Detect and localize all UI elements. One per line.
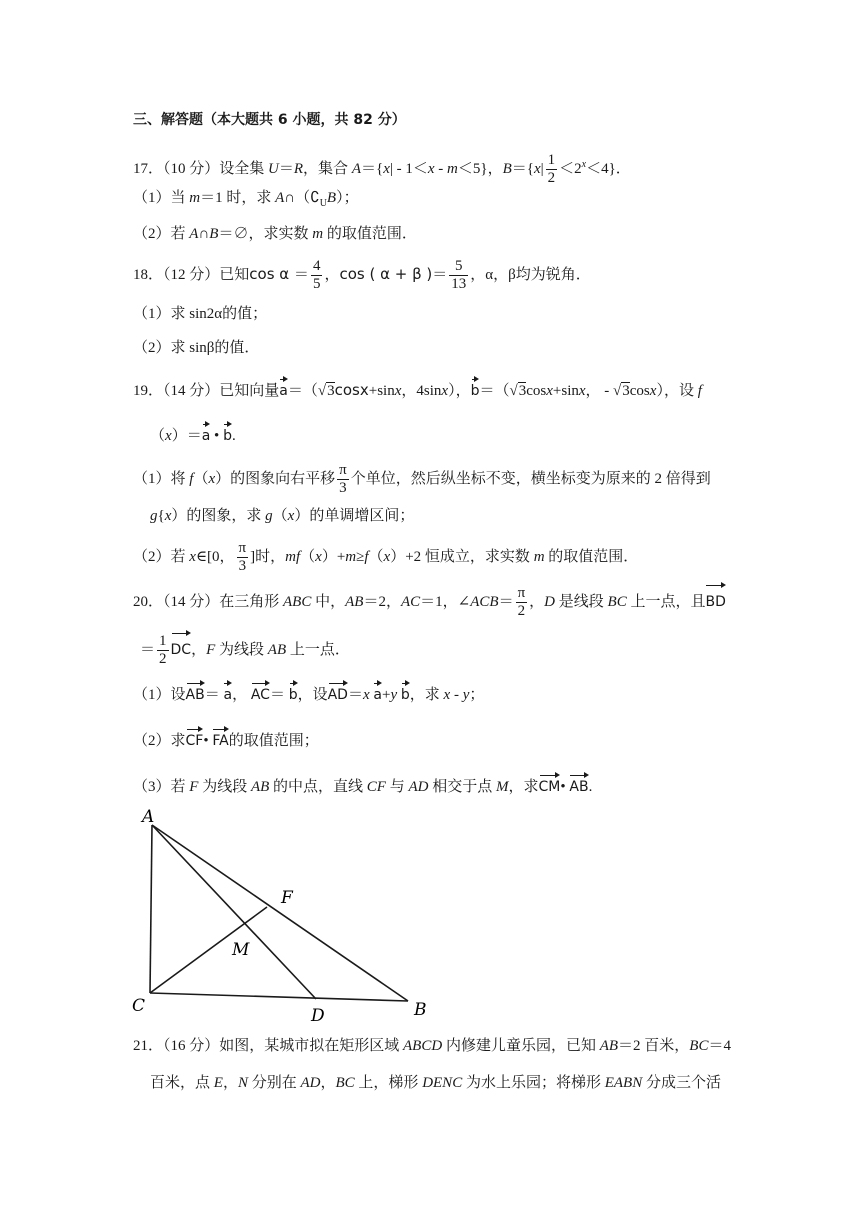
vector-a: a — [223, 682, 232, 705]
label-c: C — [132, 996, 146, 1016]
cos-alpha-beta: cos ( α + β )＝ — [339, 264, 448, 283]
label-f: F — [281, 888, 293, 908]
sqrt-3: √3 — [613, 383, 630, 399]
segment-ac — [150, 825, 152, 993]
vector-cf: CF — [186, 728, 204, 751]
var: A — [351, 161, 361, 177]
var: x — [427, 161, 435, 177]
vector-b: b — [401, 682, 410, 705]
text: ＝{ — [511, 161, 534, 177]
problem-17-q2: （2）若 A∩B＝∅，求实数 m 的取值范围． — [133, 226, 417, 242]
vector-a: a — [202, 423, 211, 446]
problem-21-line2: 百米，点 E，N 分别在 AD，BC 上，梯形 DENC 为水上乐园；将梯形 EABN 分成三个活 — [150, 1075, 721, 1091]
fraction-pi-3: $\frac{\pi}{3}$ — [238, 540, 247, 574]
section-title: 三、解答题（本大题共 6 小题，共 82 分） — [133, 112, 406, 128]
var: U — [268, 161, 279, 177]
segment-ab — [152, 825, 408, 1001]
sqrt-3: √3 — [509, 383, 527, 399]
vector-ac: AC — [251, 682, 270, 705]
var: x — [383, 161, 390, 177]
problem-20-stem-line2: ＝ $\frac{1}{2}$ DC，F 为线段 AB 上一点． — [140, 633, 350, 668]
vector-bd: BD — [705, 584, 725, 617]
text: | — [540, 161, 544, 177]
text: ＜4}． — [586, 161, 631, 177]
problem-19-q2: （2）若 x∈[0， $\frac{\pi}{3}$ ]时，mf（x）+m≥f（x）+2 恒成立，求实数 m 的取值范围． — [133, 540, 639, 574]
problem-18-stem: 18．（12 分）已知cos α ＝ $\frac{4}{5}$ ，cos ( α + β )＝ $\frac{5}{13}$ ，α，β均为锐角． — [133, 258, 591, 292]
vector-cm: CM — [539, 774, 561, 797]
segment-cf — [150, 907, 267, 993]
triangle-figure — [128, 805, 428, 1035]
text: ‐ — [434, 161, 448, 177]
sqrt-3: √3 — [317, 383, 335, 399]
fraction-5-13: $\frac{5}{13}$ — [451, 258, 467, 292]
fraction-pi-3: $\frac{\pi}{3}$ — [339, 462, 347, 496]
fraction-4-5: $\frac{4}{5}$ — [312, 258, 321, 292]
var: x — [533, 161, 541, 177]
cos-alpha: cos α ＝ — [249, 264, 309, 283]
exponent: x — [581, 159, 587, 170]
problem-20-stem-line1: 20．（14 分）在三角形 ABC 中，AB＝2，AC＝1，∠ACB＝ $\frac{\pi}{2}$ ，D 是线段 BC 上一点，且BD — [133, 585, 726, 620]
vector-a: a — [279, 378, 288, 401]
vector-a: a — [373, 682, 382, 705]
problem-18-q2: （2）求 sinβ的值． — [133, 340, 260, 356]
vector-b: b — [471, 378, 480, 401]
vector-fa: FA — [212, 728, 228, 751]
vector-b: b — [223, 423, 232, 446]
label-a: A — [142, 807, 155, 827]
problem-17-stem — [133, 150, 631, 187]
vector-ab: AB — [569, 774, 588, 797]
problem-20-q1: （1）设AB＝ a， AC＝ b，设AD＝x a+y b，求 x ‐ y； — [133, 682, 484, 705]
vector-ad: AD — [328, 682, 348, 705]
problem-17-q1: （1）当 m＝1 时，求 $A\cap(∁_UB)$； — [133, 190, 359, 209]
problem-18-q1: （1）求 sin2α的值； — [133, 306, 268, 322]
var: B — [502, 161, 512, 177]
problem-19-q1-line1: （1）将 f（x）的图象向右平移 $\frac{\pi}{3}$ 个单位，然后纵坐标不变，横坐标变为原来的 2 倍得到 — [133, 462, 711, 496]
problem-21-line1: 21．（16 分）如图，某城市拟在矩形区域 ABCD 内修建儿童乐园，已知 AB＝2 百米，BC＝4 — [133, 1038, 731, 1054]
problem-19-stem-line2: （x）＝a • b. — [150, 423, 236, 446]
fraction-one-half: $\frac{1}{2}$ — [159, 633, 167, 668]
var: m — [447, 161, 458, 177]
problem-19-stem-line1: 19．（14 分）已知向量a＝（√3cosx+sinx，4sinx），b＝（√3cosx+sinx， ‐ √3cosx），设 f — [133, 378, 702, 401]
label-d: D — [311, 1006, 325, 1026]
text: ，集合 — [303, 161, 352, 177]
var: R — [293, 161, 304, 177]
vector-ab: AB — [186, 682, 205, 705]
text: ＜2 — [559, 161, 582, 177]
problem-20-q2: （2）求CF• FA的取值范围； — [133, 728, 319, 751]
label-b: B — [414, 1000, 427, 1020]
fraction-pi-2: $\frac{\pi}{2}$ — [517, 585, 526, 620]
fraction-one-half: $\frac{1}{2}$ — [547, 152, 556, 187]
problem-20-q3: （3）若 F 为线段 AB 的中点，直线 CF 与 AD 相交于点 M，求CM• AB. — [133, 774, 592, 797]
problem-19-q1-line2: g{x）的图象，求 g（x）的单调增区间； — [150, 508, 415, 524]
triangle-diagram — [128, 805, 428, 1030]
vector-dc: DC — [171, 632, 192, 665]
vector-b: b — [289, 682, 298, 705]
text: ＝ — [278, 161, 294, 177]
text: | ‐ 1＜ — [389, 161, 428, 177]
text: ＝{ — [360, 161, 384, 177]
label-m: M — [232, 940, 250, 960]
text: ＜5}， — [457, 161, 503, 177]
text: 17．（10 分）设全集 — [133, 161, 269, 177]
segment-cb — [150, 993, 408, 1001]
